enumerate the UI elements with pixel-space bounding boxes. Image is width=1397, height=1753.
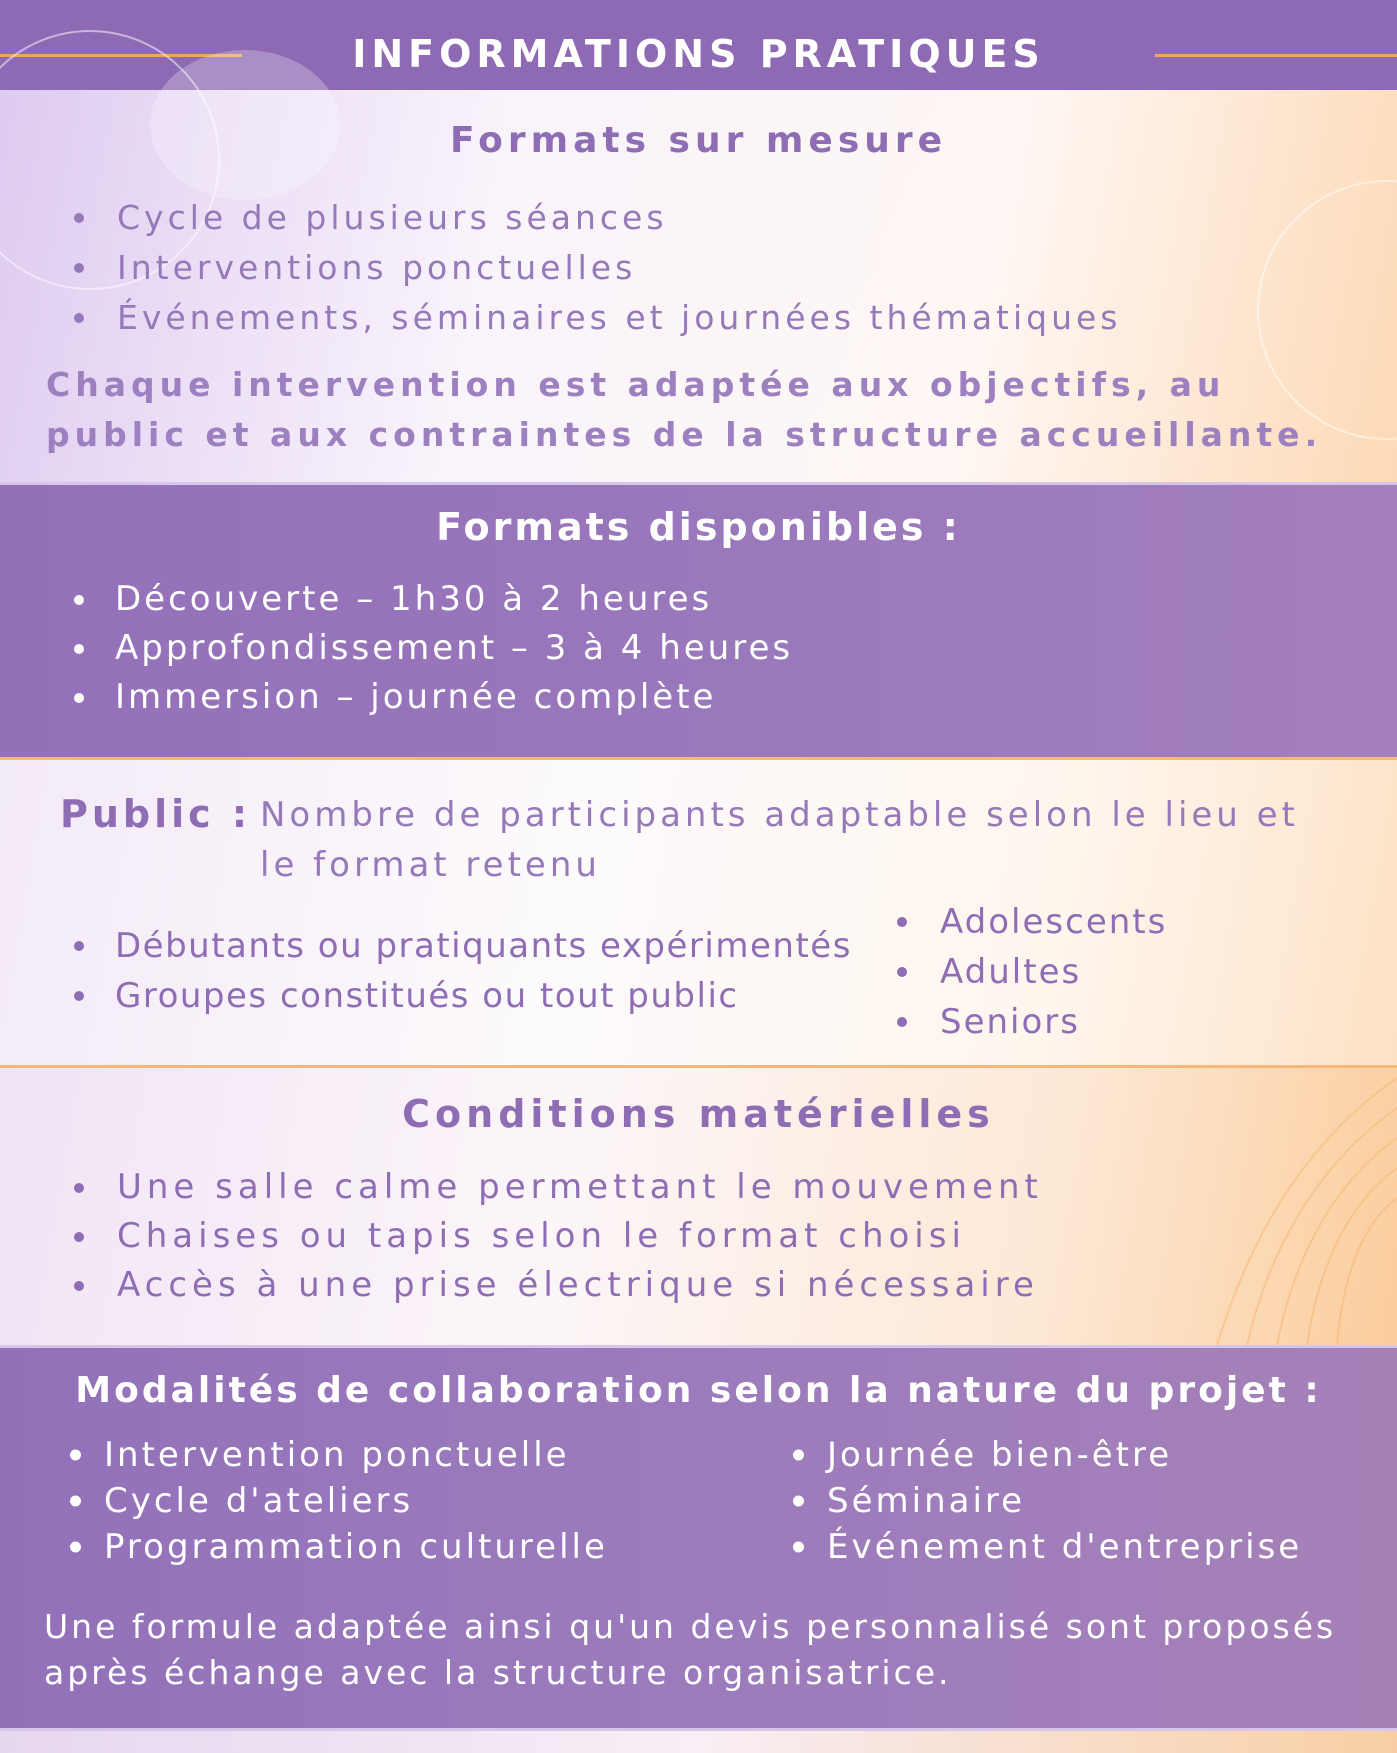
list-item: Une salle calme permettant le mouvement [72,1163,1043,1212]
header-banner [0,0,1397,90]
section-formats-sur-mesure [0,90,1397,482]
conditions-list [72,1163,1043,1310]
section-modalites-collaboration [0,1348,1397,1728]
adaptation-note: Chaque intervention est adaptée aux objectifs, au public et aux contraintes de la structure accueillante. [46,365,1323,454]
list-item: Journée bien-être [793,1432,1302,1478]
list-item: Débutants ou pratiquants expérimentés [72,921,852,971]
list-item: Seniors [895,997,1167,1047]
list-item: Événements, séminaires et journées thématiques [72,293,1122,343]
public-profile-list [72,921,852,1021]
public-age-list [895,897,1167,1047]
modalites-list-right [793,1432,1302,1570]
list-item: Adolescents [895,897,1167,947]
list-item: Intervention ponctuelle [70,1432,608,1478]
list-item: Interventions ponctuelles [72,243,1122,293]
section-conditions-materielles [0,1068,1397,1345]
list-item: Adultes [895,947,1167,997]
list-item: Groupes constitués ou tout public [72,971,852,1021]
section-formats-disponibles [0,485,1397,757]
list-item: Cycle de plusieurs séances [72,193,1122,243]
footer-strip [0,1728,1397,1753]
list-item: Programmation culturelle [70,1524,608,1570]
section-heading: Modalités de collaboration selon la nature du projet : [75,1370,1322,1411]
footer-rule [0,1728,1397,1731]
section-heading: Formats sur mesure [449,120,948,161]
public-label: Public : [60,792,252,836]
public-description: Nombre de participants adaptable selon le lieu et le format retenu [260,795,1299,885]
list-item: Accès à une prise électrique si nécessaire [72,1261,1043,1310]
formats-disponibles-list [72,575,793,722]
list-item: Immersion – journée complète [72,673,793,722]
section-heading: Conditions matérielles [402,1092,995,1136]
page-title: INFORMATIONS PRATIQUES [352,32,1045,76]
list-item: Approfondissement – 3 à 4 heures [72,624,793,673]
list-item: Chaises ou tapis selon le format choisi [72,1212,1043,1261]
section-heading: Formats disponibles : [436,505,961,549]
list-item: Cycle d'ateliers [70,1478,608,1524]
list-item: Événement d'entreprise [793,1524,1302,1570]
formats-sur-mesure-list [72,193,1122,343]
modalites-list-left [70,1432,608,1570]
devis-note: Une formule adaptée ainsi qu'un devis personnalisé sont proposés après échange avec la structure organisatrice. [44,1607,1337,1692]
header-rule-right [1155,54,1397,57]
list-item: Découverte – 1h30 à 2 heures [72,575,793,624]
section-public [0,760,1397,1065]
list-item: Séminaire [793,1478,1302,1524]
